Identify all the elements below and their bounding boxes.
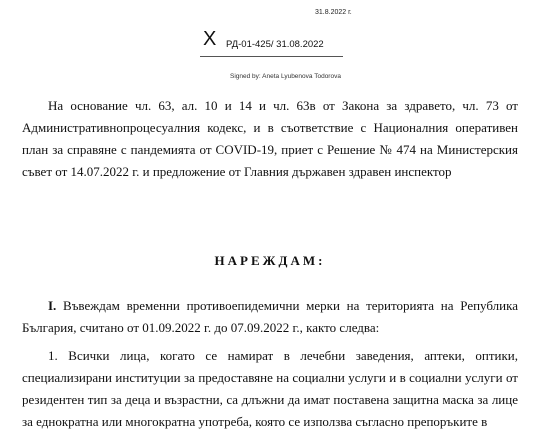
section-1-numeral: I. — [48, 298, 57, 313]
item-1-paragraph: 1. Всички лица, когато се намират в лечебни заведения, аптеки, оптики, специализирани институции за предоставяне на социални услуги и в социални услуги от резидентен тип за деца и възрастни, са длъжни да имат поставена защитна маска за лице за еднократна или многократна употреба, която се използва съгласно препоръките в — [22, 348, 518, 429]
section-1-text: Въвеждам временни противоепидемични мерки на територията на Република България, считано от 01.09.2022 г. до 07.09.2022 г., както следва: — [22, 298, 518, 335]
order-heading: НАРЕЖДАМ: — [214, 253, 326, 268]
signature-x-mark: X — [203, 28, 217, 50]
signature-date: 31.8.2022 г. — [315, 9, 352, 16]
signed-by: Signed by: Aneta Lyubenova Todorova — [230, 73, 341, 80]
document-number: РД-01-425/ 31.08.2022 — [226, 39, 324, 50]
signature-line — [200, 56, 343, 57]
intro-paragraph: На основание чл. 63, ал. 10 и 14 и чл. 63в от Закона за здравето, чл. 73 от Административнопроцесуалния кодекс, и в съответствие с Националния оперативен план за справяне с пандемията от COVID-19, приет с Решение № 474 на Министерския съвет от 14.07.2022 г. и предложение от Главния държавен здравен инспектор — [22, 98, 518, 179]
section-1-paragraph — [0, 295, 540, 339]
